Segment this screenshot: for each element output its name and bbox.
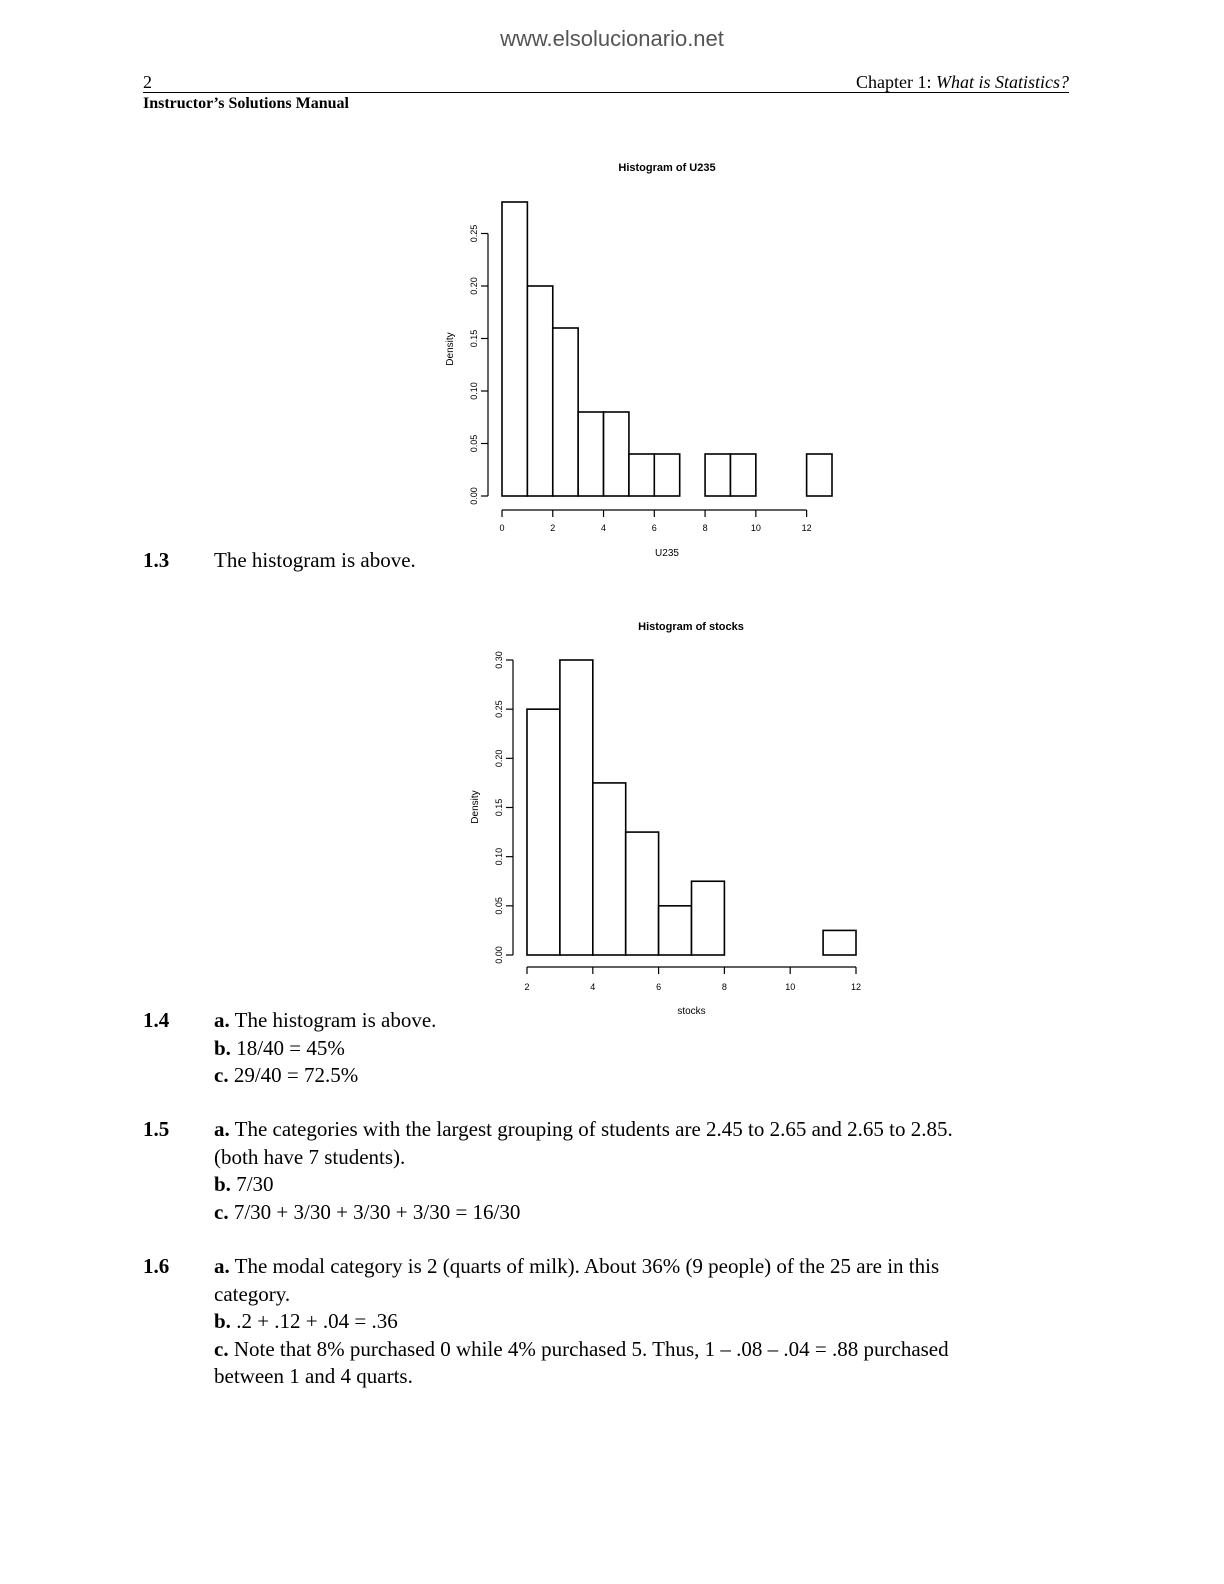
part-label: a.: [214, 1254, 230, 1278]
chapter-title: What is Statistics?: [935, 72, 1069, 92]
answer-line: [214, 1199, 1074, 1227]
problem-number: 1.6: [143, 1254, 170, 1278]
y-tick-label: 0.20: [469, 277, 479, 295]
answer-line: [214, 1308, 1074, 1336]
x-tick-label: 2: [550, 523, 556, 533]
chapter-prefix: Chapter 1:: [856, 72, 936, 92]
problem-number: 1.5: [143, 1117, 170, 1141]
histogram-bar: [560, 660, 593, 955]
answer-text: 7/30: [230, 1172, 274, 1196]
x-tick-label: 0: [499, 523, 505, 533]
y-tick-label: 0.05: [469, 434, 479, 453]
answer-line: [214, 1281, 1074, 1309]
x-axis-label: stocks: [677, 1006, 706, 1017]
chart-title: Histogram of U235: [618, 162, 716, 174]
answer-text: The categories with the largest grouping of students are 2.45 to 2.65 and 2.65 to 2.85.: [229, 1117, 953, 1141]
histogram-bar: [692, 881, 725, 955]
y-tick-label: 0.00: [494, 946, 504, 964]
answer-text: The modal category is 2 (quarts of milk). About 36% (9 people) of the 25 are in this: [229, 1254, 940, 1278]
answer-text: The histogram is above.: [214, 548, 416, 572]
x-axis-label: U235: [655, 548, 679, 559]
part-label: b.: [214, 1035, 231, 1060]
answer-line: [214, 1363, 1074, 1391]
histogram-bar: [823, 930, 856, 955]
answer-text: (both have 7 students).: [214, 1144, 406, 1169]
histogram-bar: [527, 709, 560, 955]
problem-body: [214, 1116, 1074, 1226]
part-label: a.: [214, 1008, 230, 1032]
problem-number: 1.4: [143, 1008, 170, 1032]
answer-line: [214, 1062, 1074, 1090]
x-tick-label: 2: [524, 982, 530, 992]
watermark: www.elsolucionario.net: [500, 26, 724, 51]
y-tick-label: 0.25: [494, 700, 504, 718]
answer-line: [214, 1035, 1074, 1063]
part-label: c.: [214, 1199, 229, 1224]
problem-body: [214, 1007, 1074, 1090]
x-tick-label: 6: [651, 523, 657, 533]
answer-line: [214, 547, 1074, 575]
problem-body: [214, 547, 1074, 575]
x-tick-label: 12: [850, 982, 862, 992]
part-label: c.: [214, 1336, 229, 1361]
answer-text: The histogram is above.: [229, 1008, 437, 1032]
answer-line: [214, 1116, 1074, 1144]
part-label: c.: [214, 1063, 229, 1087]
x-tick-label: 8: [702, 523, 708, 533]
y-tick-label: 0.15: [494, 798, 504, 817]
y-tick-label: 0.30: [494, 651, 504, 669]
answer-text: Note that 8% purchased 0 while 4% purchased 5. Thus, 1 – .08 – .04 = .88 purchased: [228, 1336, 949, 1361]
answer-text: between 1 and 4 quarts.: [214, 1364, 413, 1388]
answer-text: 18/40 = 45%: [230, 1035, 345, 1060]
part-label: a.: [214, 1117, 230, 1141]
answer-text: .2 + .12 + .04 = .36: [230, 1309, 398, 1333]
answer-text: 7/30 + 3/30 + 3/30 + 3/30 = 16/30: [228, 1199, 521, 1224]
manual-title: Instructor’s Solutions Manual: [143, 95, 349, 112]
answer-line: [214, 1144, 1074, 1172]
histogram-bar: [626, 832, 659, 955]
y-tick-label: 0.15: [469, 329, 479, 348]
answer-line: [214, 1171, 1074, 1199]
x-tick-label: 8: [721, 982, 727, 992]
y-tick-label: 0.10: [469, 382, 479, 400]
x-tick-label: 6: [656, 982, 662, 992]
answer-line: [214, 1336, 1074, 1364]
y-axis-label: Density: [445, 332, 456, 366]
answer-line: [214, 1007, 1074, 1035]
problem-number: 1.3: [143, 548, 170, 572]
y-tick-label: 0.05: [494, 897, 504, 915]
histogram-bar: [659, 906, 692, 955]
x-tick-label: 4: [601, 523, 607, 533]
answer-text: category.: [214, 1281, 291, 1306]
problem-body: [214, 1253, 1074, 1391]
answer-line: [214, 1253, 1074, 1281]
page-number: 2: [143, 72, 152, 92]
x-tick-label: 10: [785, 982, 796, 992]
y-tick-label: 0.00: [469, 487, 479, 505]
histogram-bar: [593, 783, 626, 955]
y-axis-label: Density: [470, 790, 481, 824]
y-tick-label: 0.20: [494, 749, 504, 768]
answer-text: 29/40 = 72.5%: [228, 1063, 359, 1087]
y-tick-label: 0.25: [469, 224, 479, 243]
x-tick-label: 12: [801, 523, 812, 533]
x-tick-label: 10: [750, 523, 761, 533]
y-tick-label: 0.10: [494, 847, 504, 866]
chart-title: Histogram of stocks: [638, 621, 744, 633]
part-label: b.: [214, 1309, 231, 1333]
x-tick-label: 4: [590, 982, 596, 992]
part-label: b.: [214, 1172, 231, 1196]
